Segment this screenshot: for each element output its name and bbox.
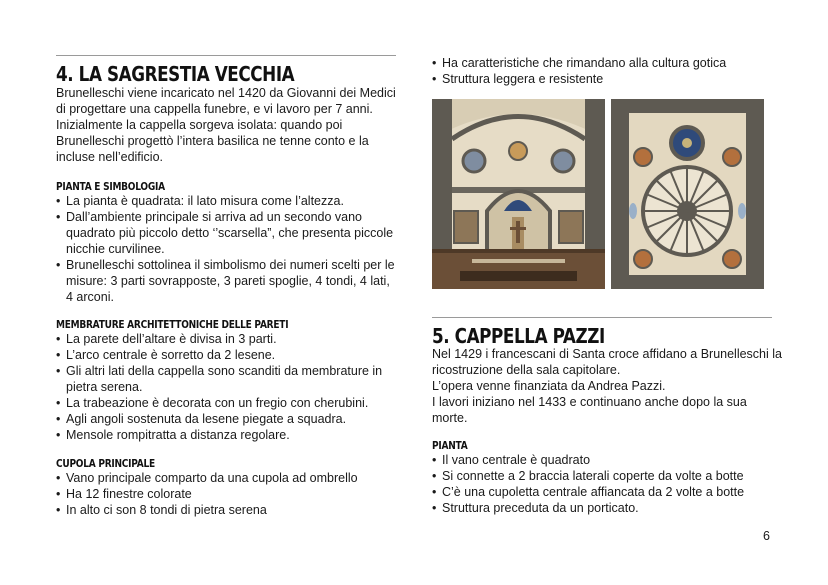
list-item-line: misure: 3 parti sovrapposte, 3 pareti spoglie, 4 tondi, 4 lati, [66,274,390,288]
paragraph-line: L’opera venne finanziata da Andrea Pazzi. [432,379,666,393]
sagrestia-interior-illustration [432,99,605,289]
heading-pianta-simbologia: PIANTA E SIMBOLOGIA [56,181,165,193]
paragraph-line: Nel 1429 i francescani di Santa croce affidano a Brunelleschi la [432,347,782,361]
pazzi-intro [432,346,782,426]
list-item-line: • Struttura leggera e resistente [442,72,604,86]
list-item-line: nicchie curvilinee. [66,242,165,256]
list-pazzi-pianta [432,452,744,516]
list-item-line: • La pianta è quadrata: il lato misura come l’altezza. [66,194,344,208]
list-item-line: 4 arconi. [66,290,114,304]
list-item-line: • C’è una cupoletta centrale affiancata da 2 volte a botte [442,485,745,499]
list-item-line: • Si connette a 2 braccia laterali coperte da volte a botte [442,469,744,483]
sagrestia-dome-illustration [611,99,764,289]
photo-sagrestia-interior [432,99,605,289]
list-item-line: • Brunelleschi sottolinea il simbolismo dei numeri scelti per le [66,258,395,272]
list-item [56,363,382,395]
heading-pazzi-pianta: PIANTA [432,440,468,452]
list-item [56,193,395,209]
list-cupola [56,470,358,518]
list-item-line: • La trabeazione è decorata con un fregio con cherubini. [66,396,369,410]
section-title-sagrestia: 4. LA SAGRESTIA VECCHIA [56,62,295,86]
photo-sagrestia-dome [611,99,764,289]
sagrestia-intro [56,85,396,165]
list-item [56,470,358,486]
paragraph-line: ricostruzione della sala capitolare. [432,363,621,377]
heading-membrature: MEMBRATURE ARCHITETTONICHE DELLE PARETI [56,319,289,331]
list-item-line: • Gli altri lati della cappella sono scanditi da membrature in [66,364,383,378]
list-item-line: • Mensole rompitratta a distanza regolare. [66,428,290,442]
list-membrature [56,331,382,443]
section-title-pazzi: 5. CAPPELLA PAZZI [432,324,605,348]
list-item [432,71,726,87]
list-item [56,331,382,347]
heading-cupola: CUPOLA PRINCIPALE [56,458,155,470]
list-item [56,427,382,443]
paragraph-line: I lavori iniziano nel 1433 e continuano anche dopo la sua [432,395,747,409]
list-item-line: • Agli angoli sostenuta da lesene piegate a squadra. [66,412,347,426]
paragraph-line: Inizialmente la cappella sorgeva isolata: quando poi [56,118,343,132]
page-number: 6 [763,529,770,543]
list-item-line: • Vano principale comparto da una cupola ad ombrello [66,471,358,485]
list-item-line: • Dall’ambiente principale si arriva ad un secondo vano [66,210,363,224]
list-item-line: • Ha 12 finestre colorate [66,487,192,501]
list-item [432,55,726,71]
paragraph-line: incluse nell’edificio. [56,150,164,164]
list-item-line: • Struttura preceduta da un porticato. [442,501,639,515]
divider-left [56,55,396,56]
list-item-line: • Il vano centrale è quadrato [442,453,591,467]
list-item [432,500,744,516]
list-right-top [432,55,726,87]
list-item-line: • L’arco centrale è sorretto da 2 lesene. [66,348,276,362]
paragraph-line: morte. [432,411,468,425]
list-item-line: pietra serena. [66,380,143,394]
list-item [56,486,358,502]
list-item [56,395,382,411]
list-item [432,468,744,484]
list-item [432,484,744,500]
list-item [56,209,395,257]
list-item-line: quadrato più piccolo detto ‘’scarsella”, che presenta piccole [66,226,394,240]
list-pianta-simbologia [56,193,395,305]
list-item [56,502,358,518]
paragraph-line: di progettare una cappella funebre, e vi lavoro per 7 anni. [56,102,373,116]
divider-right [432,317,772,318]
list-item [56,347,382,363]
list-item [56,257,395,305]
list-item-line: • In alto ci son 8 tondi di pietra serena [66,503,267,517]
paragraph-line: Brunelleschi viene incaricato nel 1420 da Giovanni dei Medici [56,86,396,100]
list-item [432,452,744,468]
list-item-line: • Ha caratteristiche che rimandano alla cultura gotica [442,56,727,70]
paragraph-line: Brunelleschi progettò l’intera basilica ne tenne conto e la [56,134,369,148]
list-item [56,411,382,427]
list-item-line: • La parete dell’altare è divisa in 3 parti. [66,332,277,346]
